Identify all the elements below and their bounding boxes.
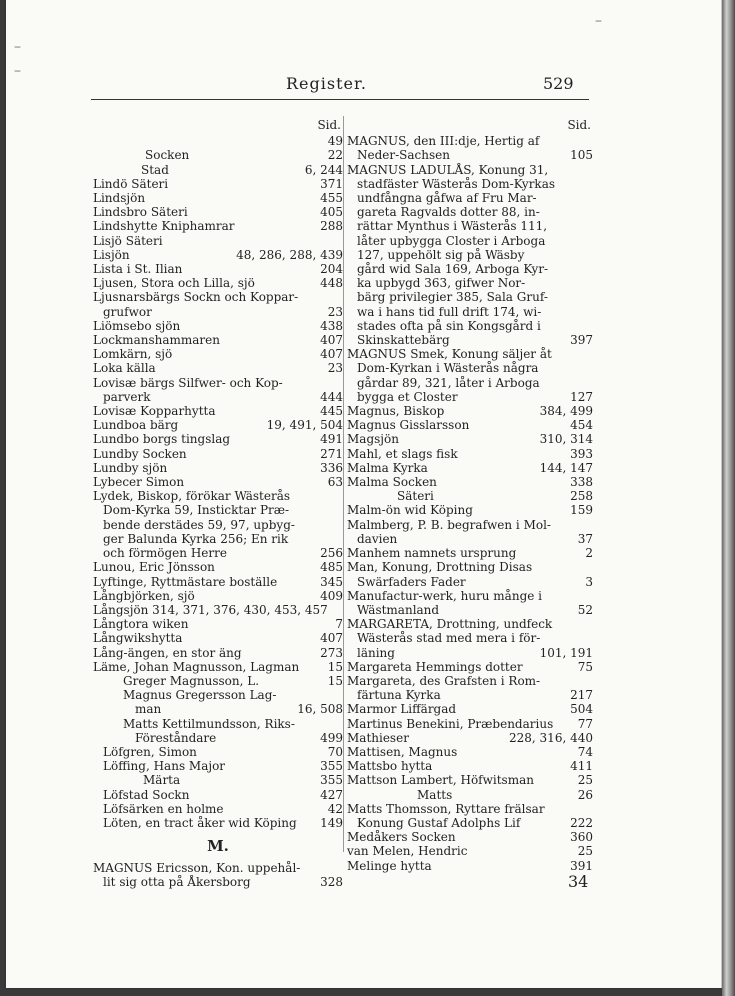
index-entry-pages: 70 <box>327 744 343 759</box>
index-entry <box>93 518 343 532</box>
index-entry <box>93 745 343 759</box>
index-entry-text: man <box>135 702 162 717</box>
index-entry-pages: 25 <box>577 773 593 788</box>
running-header-page-number: 529 <box>543 74 574 93</box>
index-entry-text: Läme, Johan Magnusson, Lagman <box>93 659 300 674</box>
index-entry-pages: 25 <box>577 844 593 859</box>
index-entry <box>347 731 593 745</box>
index-entry <box>347 617 593 631</box>
index-entry-pages: 42 <box>327 801 343 816</box>
index-entry <box>347 319 593 333</box>
index-entry-text: Lindö Säteri <box>93 176 169 191</box>
index-entry <box>347 177 593 191</box>
index-entry-pages: 127 <box>570 389 593 404</box>
index-entry-text: låter upbygga Closter i Arboga <box>357 233 546 248</box>
index-entry-pages: 407 <box>320 347 343 362</box>
index-entry-pages: 159 <box>570 503 593 518</box>
index-entry <box>93 589 343 603</box>
index-entry <box>347 816 593 830</box>
index-entry <box>347 503 593 517</box>
index-entry-pages: 75 <box>577 659 593 674</box>
index-entry-pages: 355 <box>320 759 343 774</box>
index-entry <box>93 262 343 276</box>
index-entry-pages: 49 <box>327 134 343 149</box>
index-entry-text: Magnus Gisslarsson <box>347 418 470 433</box>
index-entry-text: Mathieser <box>347 730 409 745</box>
index-entry-text: Medåkers Socken <box>347 830 456 845</box>
index-entry-text: gårdar 89, 321, låter i Arboga <box>357 375 540 390</box>
index-entry-pages: 411 <box>570 759 593 774</box>
index-entry-text: Mattson Lambert, Höfwitsman <box>347 773 534 788</box>
right-index-column <box>347 118 593 873</box>
index-entry <box>347 688 593 702</box>
index-entry <box>347 262 593 276</box>
index-entry <box>93 617 343 631</box>
index-entry-pages: 256 <box>320 546 343 561</box>
index-entry-text: ger Balunda Kyrka 256; En rik <box>103 531 289 546</box>
index-entry-text: Skinskattebärg <box>357 333 450 348</box>
index-entry-text: Ljusen, Stora och Lilla, sjö <box>93 276 255 291</box>
index-entry-text: bärg privilegier 385, Sala Gruf- <box>357 290 548 305</box>
index-entry <box>347 163 593 177</box>
index-entry-pages: 407 <box>320 333 343 348</box>
index-entry-text: Lundboa bärg <box>93 418 179 433</box>
index-entry <box>347 759 593 773</box>
index-entry-text: Föreståndare <box>135 730 217 745</box>
index-entry <box>347 134 593 148</box>
index-entry <box>93 788 343 802</box>
index-entry-text: Lång-ängen, en stor äng <box>93 645 242 660</box>
index-entry <box>93 447 343 461</box>
index-entry <box>347 546 593 560</box>
index-entry <box>93 234 343 248</box>
index-entry-pages: 19, 491, 504 <box>266 418 343 433</box>
index-entry-text: Malmberg, P. B. begrafwen i Mol- <box>347 517 551 532</box>
index-entry-text: gareta Ragvalds dotter 88, in- <box>357 205 540 220</box>
index-entry-text: Manufactur-werk, huru månge i <box>347 588 542 603</box>
column-divider <box>343 116 344 852</box>
index-entry <box>93 532 343 546</box>
index-entry <box>347 575 593 589</box>
index-entry-text: färtuna Kyrka <box>357 688 441 703</box>
index-entry-pages: 77 <box>577 716 593 731</box>
index-entry <box>93 305 343 319</box>
index-entry-text: Långbjörken, sjö <box>93 588 195 603</box>
index-entry-text: lit sig otta på Åkersborg <box>103 875 251 890</box>
index-entry-text: Liömsebo sjön <box>93 318 181 333</box>
index-entry-pages: 2 <box>585 546 593 561</box>
index-entry <box>347 418 593 432</box>
index-entry-text: parverk <box>103 389 151 404</box>
index-entry-pages: 393 <box>570 446 593 461</box>
index-entry <box>93 390 343 404</box>
index-entry <box>93 404 343 418</box>
index-entry <box>347 461 593 475</box>
index-entry <box>93 319 343 333</box>
index-entry <box>347 631 593 645</box>
index-entry <box>347 603 593 617</box>
index-entry-pages: 310, 314 <box>539 432 593 447</box>
index-entry-text: MAGNUS Ericsson, Kon. uppehål- <box>93 861 301 876</box>
index-entry-text: Melinge hytta <box>347 858 432 873</box>
index-entry <box>347 361 593 375</box>
section-letter: M. <box>207 837 229 856</box>
index-entry <box>93 660 343 674</box>
index-entry-text: 127, uppehölt sig på Wäsby <box>357 247 525 262</box>
index-entry-pages: 222 <box>570 815 593 830</box>
index-entry-pages: 6, 244 <box>304 162 343 177</box>
index-entry-text: Loka källa <box>93 361 156 376</box>
index-entry <box>347 148 593 162</box>
index-entry <box>93 248 343 262</box>
index-entry <box>347 475 593 489</box>
index-entry <box>93 688 343 702</box>
index-entry-pages: 37 <box>577 531 593 546</box>
index-entry <box>93 461 343 475</box>
index-entry-pages: 409 <box>320 588 343 603</box>
index-entry-pages: 63 <box>327 475 343 490</box>
index-entry <box>347 773 593 787</box>
index-entry-text: läning <box>357 645 395 660</box>
left-index-column <box>93 118 343 890</box>
index-entry <box>347 376 593 390</box>
index-entry <box>93 347 343 361</box>
index-entry-text: gård wid Sala 169, Arboga Kyr- <box>357 262 549 277</box>
index-entry-pages: 397 <box>570 333 593 348</box>
index-entry <box>93 290 343 304</box>
index-entry <box>347 276 593 290</box>
index-entry-pages: 217 <box>570 688 593 703</box>
index-entry-text: Lindsjön <box>93 191 146 206</box>
index-entry-pages: 328 <box>320 875 343 890</box>
index-entry <box>93 546 343 560</box>
margin-mark: – <box>14 63 21 79</box>
index-entry-pages: 105 <box>570 148 593 163</box>
index-entry-text: Lydek, Biskop, förökar Wästerås <box>93 489 291 504</box>
index-entry-text: Lista i St. Ilian <box>93 262 183 277</box>
index-entry-pages: 16, 508 <box>297 702 343 717</box>
index-entry-text: grufwor <box>103 304 152 319</box>
index-entry-text: Matts <box>417 787 453 802</box>
index-entry-pages: 345 <box>320 574 343 589</box>
index-entry <box>93 489 343 503</box>
index-entry-pages: 22 <box>327 148 343 163</box>
index-entry <box>93 731 343 745</box>
index-entry-pages: 228, 316, 440 <box>509 730 593 745</box>
index-entry-text: Dom-Kyrkan i Wästerås några <box>357 361 539 376</box>
right-entries <box>347 134 593 873</box>
index-entry-text: Margareta Hemmings dotter <box>347 659 523 674</box>
index-entry-text: Magnus Gregersson Lag- <box>123 688 277 703</box>
index-entry <box>347 859 593 873</box>
index-entry <box>347 844 593 858</box>
index-entry <box>93 503 343 517</box>
index-entry <box>347 191 593 205</box>
index-entry-pages: 288 <box>320 219 343 234</box>
index-entry <box>347 333 593 347</box>
index-entry-text: Lyftinge, Ryttmästare boställe <box>93 574 278 589</box>
index-entry <box>93 361 343 375</box>
index-entry <box>93 759 343 773</box>
index-entry-text: bende derstädes 59, 97, upbyg- <box>103 517 295 532</box>
index-entry-text: Löten, en tract åker wid Köping <box>103 815 297 830</box>
index-entry <box>93 575 343 589</box>
index-entry <box>347 788 593 802</box>
index-entry-text: Löfstad Sockn <box>103 787 190 802</box>
index-entry <box>347 404 593 418</box>
index-entry <box>347 489 593 503</box>
index-entry-pages: 338 <box>570 475 593 490</box>
index-entry-text: Lisjö Säteri <box>93 233 163 248</box>
index-entry-pages: 3 <box>585 574 593 589</box>
index-entry-text: Mattsbo hytta <box>347 759 433 774</box>
index-entry-pages: 427 <box>320 787 343 802</box>
index-entry-pages: 384, 499 <box>539 404 593 419</box>
index-entry-text: Dom-Kyrka 59, Insticktar Præ- <box>103 503 290 518</box>
index-entry-pages: 485 <box>320 560 343 575</box>
index-entry-pages: 23 <box>327 361 343 376</box>
index-entry <box>347 234 593 248</box>
index-entry <box>93 875 343 889</box>
index-entry-text: Mahl, et slags fisk <box>347 446 458 461</box>
index-entry-pages: 405 <box>320 205 343 220</box>
index-entry <box>347 248 593 262</box>
index-entry-text: Lundby sjön <box>93 460 168 475</box>
index-entry <box>93 861 343 875</box>
index-entry <box>347 674 593 688</box>
left-entries-after <box>93 861 343 889</box>
index-entry-text: Manhem namnets ursprung <box>347 546 517 561</box>
index-entry <box>347 390 593 404</box>
index-entry-text: och förmögen Herre <box>103 546 227 561</box>
index-entry <box>93 432 343 446</box>
index-entry-text: Lundby Socken <box>93 446 187 461</box>
index-entry-text: bygga et Closter <box>357 389 458 404</box>
index-entry <box>93 475 343 489</box>
index-entry-pages: 149 <box>320 815 343 830</box>
index-entry-pages: 273 <box>320 645 343 660</box>
index-entry-text: Magsjön <box>347 432 399 447</box>
index-entry <box>93 674 343 688</box>
index-entry-text: Magnus, Biskop <box>347 404 445 419</box>
index-entry-pages: 504 <box>570 702 593 717</box>
index-entry-text: Lybecer Simon <box>93 475 185 490</box>
index-entry-pages: 454 <box>570 418 593 433</box>
index-entry <box>93 219 343 233</box>
index-entry-text: Lockmanshammaren <box>93 333 220 348</box>
index-entry-text: MAGNUS LADULÅS, Konung 31, <box>347 162 549 177</box>
index-entry-pages: 371 <box>320 176 343 191</box>
index-entry-text: Wästerås stad med mera i för- <box>357 631 541 646</box>
index-entry-text: undfångna gåfwa af Fru Mar- <box>357 191 537 206</box>
index-entry-text: Säteri <box>397 489 434 504</box>
sid-label-left <box>93 118 343 132</box>
index-entry <box>93 603 343 617</box>
index-entry <box>93 560 343 574</box>
index-entry-pages: 258 <box>570 489 593 504</box>
index-entry <box>93 702 343 716</box>
index-entry <box>347 802 593 816</box>
index-entry-text: stades ofta på sin Kongsgård i <box>357 318 541 333</box>
index-entry <box>347 219 593 233</box>
index-entry-pages: 52 <box>577 602 593 617</box>
index-entry-text: Långtora wiken <box>93 617 189 632</box>
index-entry-text: MARGARETA, Drottning, undfeck <box>347 617 553 632</box>
index-entry-pages: 15 <box>327 673 343 688</box>
index-entry-pages: 26 <box>577 787 593 802</box>
index-entry-pages: 271 <box>320 446 343 461</box>
index-entry <box>93 802 343 816</box>
index-entry <box>93 191 343 205</box>
folio-number: 34 <box>568 872 589 891</box>
index-entry <box>347 560 593 574</box>
index-entry-text: Ljusnarsbärgs Sockn och Koppar- <box>93 290 299 305</box>
index-entry <box>347 290 593 304</box>
index-entry-text: Märta <box>143 773 181 788</box>
index-entry-pages: 74 <box>577 744 593 759</box>
index-entry-pages: 360 <box>570 830 593 845</box>
index-entry-text: Swärfaders Fader <box>357 574 466 589</box>
index-entry-pages: 444 <box>320 389 343 404</box>
index-entry-text: rättar Mynthus i Wästerås 111, <box>357 219 548 234</box>
index-entry-pages: 101, 191 <box>539 645 593 660</box>
index-entry <box>93 418 343 432</box>
index-entry-text: Löfsärken en holme <box>103 801 224 816</box>
index-entry-text: Lindshytte Kniphamrar <box>93 219 235 234</box>
index-entry-text: van Melen, Hendric <box>347 844 468 859</box>
index-entry-text: Martinus Benekini, Præbendarius <box>347 716 554 731</box>
index-entry <box>93 163 343 177</box>
index-entry-pages: 23 <box>327 304 343 319</box>
index-entry-text: Konung Gustaf Adolphs Lif <box>357 815 521 830</box>
index-entry <box>93 177 343 191</box>
index-entry-text: Lindsbro Säteri <box>93 205 188 220</box>
index-entry <box>93 717 343 731</box>
index-entry-text: Långwikshytta <box>93 631 183 646</box>
index-entry-text: Greger Magnusson, L. <box>123 673 260 688</box>
margin-mark: – <box>595 13 602 29</box>
book-edge <box>722 0 735 996</box>
index-entry <box>347 432 593 446</box>
margin-mark: – <box>14 39 21 55</box>
index-entry-text: Lovisæ bärgs Silfwer- och Kop- <box>93 375 283 390</box>
index-entry-text: Lisjön <box>93 247 130 262</box>
index-entry <box>93 816 343 830</box>
index-entry <box>93 376 343 390</box>
sid-label: Sid. <box>317 118 341 132</box>
index-entry-text: Lomkärn, sjö <box>93 347 173 362</box>
sid-label-right <box>347 118 593 132</box>
index-entry-text: MAGNUS Smek, Konung säljer åt <box>347 347 552 362</box>
index-entry-pages: 144, 147 <box>539 460 593 475</box>
index-entry-text: Malma Socken <box>347 475 437 490</box>
index-entry-pages: 491 <box>320 432 343 447</box>
index-entry-text: davien <box>357 531 398 546</box>
index-entry <box>347 532 593 546</box>
index-entry-pages: 336 <box>320 460 343 475</box>
index-entry-text: wa i hans tid full drift 174, wi- <box>357 304 542 319</box>
index-entry-text: Långsjön 314, 371, 376, 430, 453, 457 <box>93 602 328 617</box>
index-entry-text: Lovisæ Kopparhytta <box>93 404 216 419</box>
index-entry <box>347 702 593 716</box>
index-entry-text: Socken <box>145 148 190 163</box>
index-entry <box>347 745 593 759</box>
index-entry-pages: 407 <box>320 631 343 646</box>
index-entry <box>347 205 593 219</box>
index-entry-pages: 355 <box>320 773 343 788</box>
index-entry <box>347 305 593 319</box>
index-entry <box>347 717 593 731</box>
index-entry-pages: 391 <box>570 858 593 873</box>
index-entry-text: stadfäster Wästerås Dom-Kyrkas <box>357 176 556 191</box>
index-entry-text: MAGNUS, den III:dje, Hertig af <box>347 134 540 149</box>
index-entry-text: Löffing, Hans Major <box>103 759 226 774</box>
index-entry <box>347 447 593 461</box>
index-entry-text: Stad <box>141 162 169 177</box>
index-entry-text: Marmor Liffärgad <box>347 702 457 717</box>
index-entry-pages: 448 <box>320 276 343 291</box>
index-entry-pages: 204 <box>320 262 343 277</box>
index-entry <box>347 646 593 660</box>
index-entry <box>347 660 593 674</box>
sid-label: Sid. <box>567 118 591 132</box>
index-entry-pages: 445 <box>320 404 343 419</box>
running-header-title: Register. <box>286 74 367 93</box>
index-entry-text: ka upbygd 363, gifwer Nor- <box>357 276 526 291</box>
index-entry-pages: 455 <box>320 191 343 206</box>
index-entry <box>93 333 343 347</box>
index-entry-pages: 48, 286, 288, 439 <box>236 247 343 262</box>
index-entry <box>93 134 343 148</box>
index-entry <box>93 276 343 290</box>
index-entry-text: Neder-Sachsen <box>357 148 450 163</box>
index-entry <box>347 347 593 361</box>
index-entry <box>93 773 343 787</box>
index-entry-text: Malma Kyrka <box>347 460 428 475</box>
index-entry-pages: 15 <box>327 659 343 674</box>
index-entry-pages: 438 <box>320 318 343 333</box>
index-entry-text: Matts Kettilmundsson, Riks- <box>123 716 295 731</box>
index-entry-pages: 7 <box>335 617 343 632</box>
index-entry-text: Malm-ön wid Köping <box>347 503 473 518</box>
index-entry-pages: 499 <box>320 730 343 745</box>
index-entry-text: Matts Thomsson, Ryttare frälsar <box>347 801 545 816</box>
index-entry-text: Margareta, des Grafsten i Rom- <box>347 673 541 688</box>
index-entry-text: Man, Konung, Drottning Disas <box>347 560 533 575</box>
header-rule <box>91 99 589 100</box>
index-entry-text: Lunou, Eric Jönsson <box>93 560 215 575</box>
index-entry <box>93 631 343 645</box>
index-entry-text: Löfgren, Simon <box>103 744 197 759</box>
index-entry <box>347 589 593 603</box>
index-entry <box>347 518 593 532</box>
left-entries <box>93 134 343 830</box>
index-entry <box>93 148 343 162</box>
index-entry-text: Mattisen, Magnus <box>347 744 458 759</box>
index-entry <box>93 205 343 219</box>
index-entry <box>347 830 593 844</box>
index-entry-text: Wästmanland <box>357 602 440 617</box>
index-entry-text: Lundbo borgs tingslag <box>93 432 231 447</box>
index-entry <box>93 646 343 660</box>
